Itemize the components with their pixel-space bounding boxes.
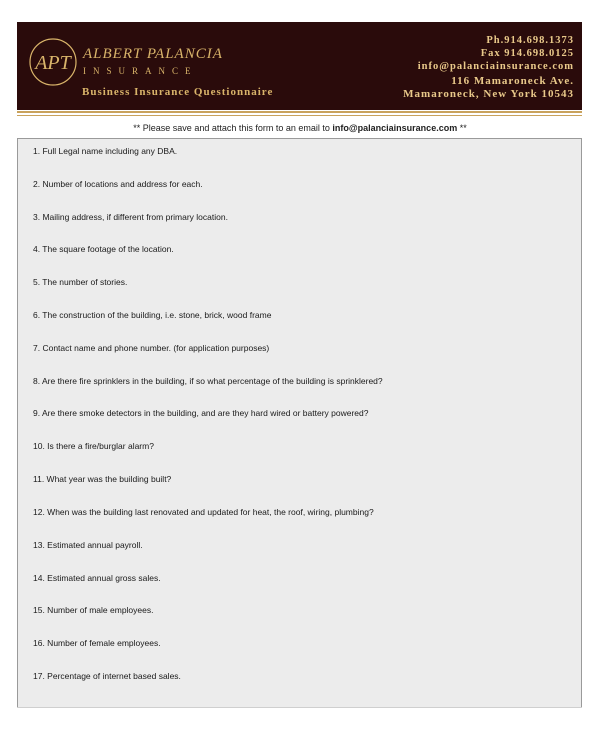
header-divider-top bbox=[17, 111, 582, 113]
question-14: 14. Estimated annual gross sales. bbox=[33, 573, 161, 583]
notice-email[interactable]: info@palanciainsurance.com bbox=[332, 123, 458, 133]
instructions-notice bbox=[0, 123, 600, 133]
question-4: 4. The square footage of the location. bbox=[33, 244, 174, 254]
question-11: 11. What year was the building built? bbox=[33, 474, 172, 484]
question-6: 6. The construction of the building, i.e. stone, brick, wood frame bbox=[33, 310, 272, 320]
address-line-2: Mamaroneck, New York 10543 bbox=[403, 88, 574, 100]
contact-block bbox=[403, 34, 574, 101]
company-name: ALBERT PALANCIA bbox=[83, 46, 223, 62]
question-13: 13. Estimated annual payroll. bbox=[33, 540, 143, 550]
question-10: 10. Is there a fire/burglar alarm? bbox=[33, 441, 154, 451]
question-17: 17. Percentage of internet based sales. bbox=[33, 671, 181, 681]
document-title: Business Insurance Questionnaire bbox=[82, 86, 274, 98]
notice-prefix: ** Please save and attach this form to an email to bbox=[133, 123, 333, 133]
question-2: 2. Number of locations and address for each. bbox=[33, 179, 203, 189]
monogram-text: APT bbox=[35, 52, 71, 74]
question-15: 15. Number of male employees. bbox=[33, 605, 154, 615]
fax-number: Fax 914.698.0125 bbox=[480, 48, 574, 59]
question-3: 3. Mailing address, if different from primary location. bbox=[33, 212, 228, 222]
address-line-1: 116 Mamaroneck Ave. bbox=[451, 75, 574, 87]
question-1: 1. Full Legal name including any DBA. bbox=[33, 146, 178, 156]
question-5: 5. The number of stories. bbox=[33, 277, 128, 287]
letterhead bbox=[17, 22, 582, 110]
notice-suffix: ** bbox=[457, 123, 467, 133]
question-9: 9. Are there smoke detectors in the building, and are they hard wired or battery powered? bbox=[33, 408, 369, 418]
company-subtitle: INSURANCE bbox=[83, 66, 198, 76]
phone-number: Ph.914.698.1373 bbox=[486, 35, 574, 46]
question-16: 16. Number of female employees. bbox=[33, 638, 161, 648]
question-8: 8. Are there fire sprinklers in the building, if so what percentage of the building is sprinklered? bbox=[33, 376, 383, 386]
monogram-logo-icon bbox=[28, 37, 78, 87]
page-bottom-rule bbox=[17, 707, 582, 708]
question-7: 7. Contact name and phone number. (for application purposes) bbox=[33, 343, 270, 353]
question-12: 12. When was the building last renovated and updated for heat, the roof, wiring, plumbing? bbox=[33, 507, 374, 517]
header-divider-bottom bbox=[17, 115, 582, 116]
contact-email[interactable]: info@palanciainsurance.com bbox=[417, 61, 574, 72]
questionnaire-form[interactable] bbox=[17, 138, 582, 708]
